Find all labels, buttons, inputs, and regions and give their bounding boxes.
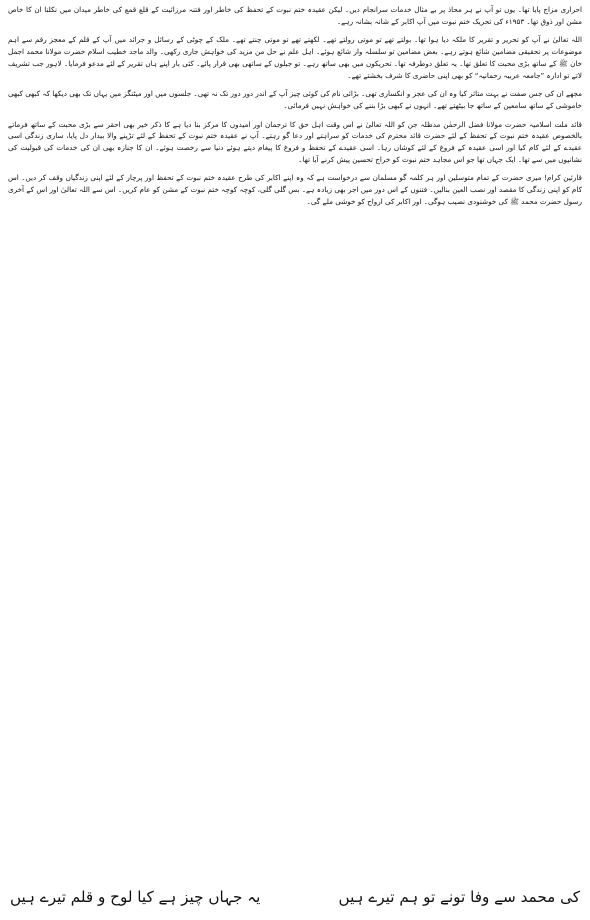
verse-first-hemistich: کی محمد سے وفا تونے تو ہم تیرے ہیں [338,888,580,906]
verse-second-hemistich: یہ جہاں چیز ہے کیا لوح و قلم تیرے ہیں [10,888,261,906]
paragraph-5: قارئین کرام! میری حضرت کے تمام متوسلین اور ہر کلمہ گو مسلمان سے درخواست ہے کہ وہ اپنے اکابر کی طرح عقیدہ ختم نبوت کے تحفظ اور پرچار کے لئے اپنی زندگیاں وقف کر دیں۔ اس کام کو اپنی زندگی کا مقصد اور نصب العین بنالیں۔ فتنوں کے اس دور میں اجر بھی زیادہ ہے۔ بس گلی گلی، کوچہ کوچہ ختم نبوت کے مشن کو عام کریں۔ اس سے اللہ تعالیٰ اور اس کے آخری رسول حضرت محمد ﷺ کی خوشنودی نصیب ہوگی۔ اور اکابر کی ارواح کو خوشی ملے گی۔ [8,173,582,206]
paragraph-3: مجھے ان کی جس صفت نے بہت متاثر کیا وہ ان کی عجز و انکساری تھی۔ بڑائی نام کی کوئی چیز آپ کے اندر دور دور تک نہ تھی۔ جلسوں میں اور میٹنگز میں یہاں تک بھی دیکھا کہ کبھی کبھی خاموشی کے ساتھ سامعین کے ساتھ جا بیٹھتے تھے۔ انہوں نے کبھی بڑا بننے کی خواہش نہیں فرمائی۔ [8,89,582,110]
closing-verse [10,882,580,912]
paragraph-4: قائد ملت اسلامیہ حضرت مولانا فضل الرحمٰن مدظلہ جن کو اللہ تعالیٰ نے اس وقت اہل حق کا ترجمان اور امیدوں کا مرکز بنا دیا ہے کا ذکر خیر بھی احقر سے بڑی محبت کے ساتھ فرماتے بالخصوص عقیدہ ختم نبوت کے تحفظ کے لئے حضرت قائد محترم کی خدمات کو سراہتے اور دعا گو رہتے۔ آپ نے عقیدہ ختم نبوت کے تحفظ کے لئے تڑپنے والا بیدار دل پایا، ساری زندگی اسی عقیدے کے لئے کام کیا اور اسی عقیدہ کے فروغ کے لئے کوشاں رہا۔ اسی عقیدے کے تحفظ و فروغ کا پیغام دیتے ہوئے دنیا سے رخصت ہوئے۔ ان کا جنازہ بھی ان کی خدمات کی قبولیت کی نشانیوں میں سے تھا۔ ایک جہاں تھا جو اس مجاہد ختم نبوت کو خراج تحسین پیش کرنے آیا تھا۔ [8,119,582,164]
paragraph-2: اللہ تعالیٰ نے آپ کو تحریر و تقریر کا ملکہ دیا ہوا تھا۔ بولتے تھے تو موتی رولتے تھے۔ لکھتے تھے تو موتی چنتے تھے۔ ملک کے چوٹی کے رسائل و جرائد میں آپ کے قلم کے معجز رقم سے اہم موضوعات پر تحقیقی مضامین شائع ہوتے رہے۔ بعض مضامین تو سلسلہ وار شائع ہوئے۔ اہل علم نے حل من مزید کی خواہش جاری رکھی۔ والد ماجد خطیب اسلام حضرت مولانا محمد اجمل خان ﷺ کے ساتھ بڑی محبت کا تعلق تھا۔ یہ تعلق دوطرفہ تھا۔ تحریکوں میں بھی ساتھ رہے۔ تو جیلوں کے ساتھی بھی قرار پائے۔ کئی بار اپنے ہاں تقریر کے لئے مدعو فرمایا۔ لاہور جب تشریف لاتے تو ادارہ ”جامعہ عربیہ رحمانیہ“ کو بھی اپنی حاضری کا شرف بخشتے تھے۔ [8,35,582,80]
paragraph-1: احراری مزاج پایا تھا۔ یوں تو آپ نے ہر محاذ پر بے مثال خدمات سرانجام دیں۔ لیکن عقیدہ ختم نبوت کے تحفظ کی خاطر اور فتنہ مرزائیت کے قلع قمع کی خاطر میدان میں نکلنا ان کا خاص مشن اور ذوق تھا۔ ۱۹۵۳ء کی تحریک ختم نبوت میں آپ اکابر کے شانہ بشانہ رہے۔ [8,5,582,26]
